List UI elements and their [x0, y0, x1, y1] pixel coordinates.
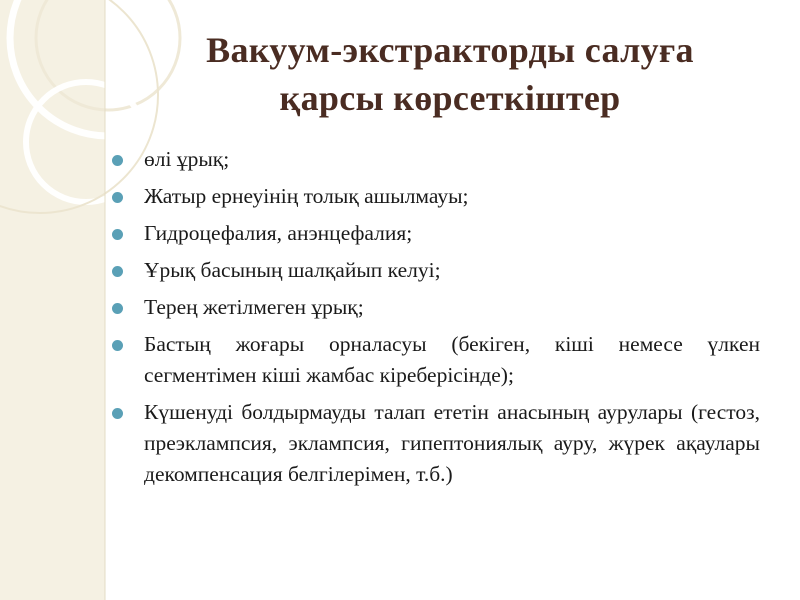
list-item	[112, 329, 760, 391]
side-panel	[0, 0, 105, 600]
bullet-icon	[112, 408, 123, 419]
bullet-icon	[112, 229, 123, 240]
bullet-icon	[112, 340, 123, 351]
list-item-text: өлі ұрық;	[144, 147, 230, 171]
title-line-2: қарсы көрсеткіштер	[279, 78, 621, 118]
list-item	[112, 397, 760, 490]
list-item	[112, 218, 760, 249]
list-item-text: Терең жетілмеген ұрық;	[144, 295, 364, 319]
slide-title	[150, 26, 750, 122]
bullet-icon	[112, 192, 123, 203]
list-item	[112, 144, 760, 175]
title-line-1: Вакуум-экстракторды салуға	[206, 30, 694, 70]
list-item	[112, 181, 760, 212]
list-item-text: Бастың жоғары орналасуы (бекіген, кіші немесе үлкен сегментімен кіші жамбас кіреберісінде);	[144, 332, 760, 387]
bullet-icon	[112, 266, 123, 277]
contraindications-list	[112, 144, 760, 496]
list-item-text: Жатыр ернеуінің толық ашылмауы;	[144, 184, 469, 208]
list-item-text: Гидроцефалия, анэнцефалия;	[144, 221, 413, 245]
list-item	[112, 292, 760, 323]
bullet-icon	[112, 303, 123, 314]
bullet-icon	[112, 155, 123, 166]
list-item-text: Күшенуді болдырмауды талап ететін анасының аурулары (гестоз, преэклампсия, эклампсия, гипептониялық ауру, жүрек ақаулары декомпенсация белгілерімен, т.б.)	[144, 400, 760, 486]
list-item-text: Ұрық басының шалқайып келуі;	[144, 258, 441, 282]
list-item	[112, 255, 760, 286]
